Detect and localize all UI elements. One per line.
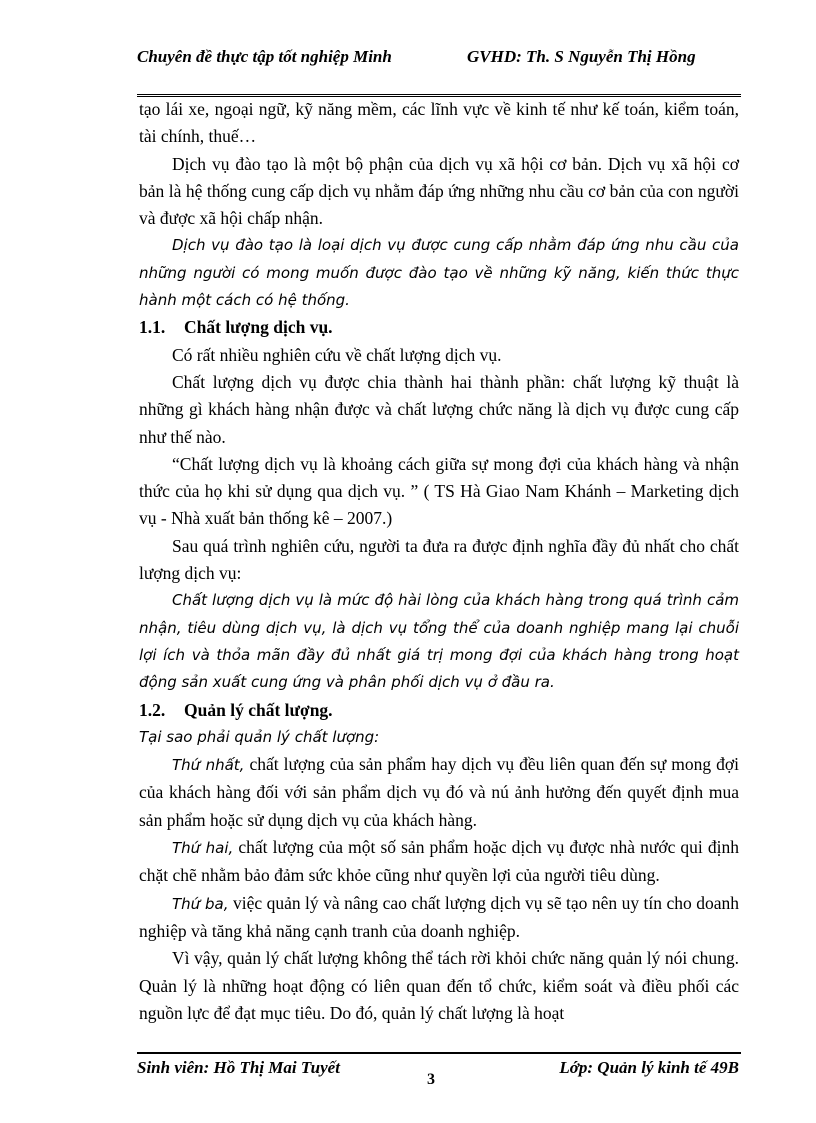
footer-student: Sinh viên: Hồ Thị Mai Tuyết bbox=[137, 1058, 340, 1077]
paragraph: Vì vậy, quản lý chất lượng không thể tách rời khỏi chức năng quản lý nói chung. Quản lý là những hoạt động có liên quan đến tổ chức, kiểm soát và điều phối các nguồn lực để đạt mục tiêu. Do đó, quản lý chất lượng là hoạt bbox=[139, 948, 739, 1023]
quote-paragraph: “Chất lượng dịch vụ là khoảng cách giữa sự mong đợi của khách hàng và nhận thức của họ khi sử dụng qua dịch vụ. ” ( TS Hà Giao Nam Khánh – Marketing dịch vụ - Nhà xuất bản thống kê – 2007.) bbox=[139, 453, 739, 529]
section-title: Quản lý chất lượng. bbox=[184, 699, 333, 720]
section-heading bbox=[139, 697, 739, 724]
paragraph: Dịch vụ đào tạo là một bộ phận của dịch vụ xã hội cơ bản. Dịch vụ xã hội cơ bản là hệ thống cung cấp dịch vụ nhằm đáp ứng những nhu cầu cơ bản của con người và được xã hội chấp nhận. bbox=[139, 153, 739, 229]
page-number: 3 bbox=[427, 1071, 435, 1088]
paragraph bbox=[139, 890, 739, 946]
question-line: Tại sao phải quản lý chất lượng: bbox=[139, 727, 380, 746]
paragraph: Có rất nhiều nghiên cứu về chất lượng dịch vụ. bbox=[172, 344, 502, 365]
paragraph: tạo lái xe, ngoại ngữ, kỹ năng mềm, các lĩnh vực về kinh tế như kế toán, kiểm toán, tài chính, thuế… bbox=[139, 99, 739, 147]
page-header bbox=[137, 46, 741, 92]
paragraph-lead: Thứ nhất, bbox=[172, 756, 245, 775]
paragraph: Sau quá trình nghiên cứu, người ta đưa ra được định nghĩa đầy đủ nhất cho chất lượng dịch vụ: bbox=[139, 535, 739, 584]
header-advisor: GVHD: Th. S Nguyễn Thị Hồng bbox=[467, 47, 696, 66]
paragraph-text: việc quản lý và nâng cao chất lượng dịch vụ sẽ tạo nên uy tín cho doanh nghiệp và tăng khả năng cạnh tranh của doanh nghiệp. bbox=[139, 892, 739, 941]
page-footer bbox=[137, 1057, 741, 1097]
section-number: 1.2. bbox=[139, 699, 166, 720]
section-title: Chất lượng dịch vụ. bbox=[184, 317, 333, 338]
paragraph-text: chất lượng của một số sản phẩm hoặc dịch vụ được nhà nước qui định chặt chẽ nhằm bảo đảm sức khỏe cũng như quyền lợi của người tiêu dùng. bbox=[139, 837, 739, 886]
document-body bbox=[139, 96, 739, 1027]
paragraph: Chất lượng dịch vụ được chia thành hai thành phần: chất lượng kỹ thuật là những gì khách hàng nhận được và chất lượng chức năng là dịch vụ được cung cấp như thế nào. bbox=[139, 371, 739, 447]
definition-paragraph: Chất lượng dịch vụ là mức độ hài lòng của khách hàng trong quá trình cảm nhận, tiêu dùng dịch vụ, là dịch vụ tổng thể của doanh nghiệp mang lại chuỗi lợi ích và thỏa mãn đầy đủ nhất giá trị mong đợi của khách hàng trong hoạt động sản xuất cung ứng và phân phối dịch vụ ở đầu ra. bbox=[139, 591, 739, 692]
paragraph-text: chất lượng của sản phẩm hay dịch vụ đều liên quan đến sự mong đợi của khách hàng đối với sản phẩm dịch vụ đó và nú ảnh hưởng đến quyết định mua sản phẩm hoặc sử dụng dịch vụ của khách hàng. bbox=[139, 754, 739, 830]
header-report-title: Chuyên đề thực tập tốt nghiệp Minh bbox=[137, 47, 392, 66]
section-heading bbox=[139, 314, 739, 341]
footer-divider bbox=[137, 1052, 741, 1054]
footer-class: Lớp: Quản lý kinh tế 49B bbox=[559, 1058, 739, 1077]
paragraph bbox=[139, 834, 739, 890]
paragraph bbox=[139, 751, 739, 834]
paragraph-lead: Thứ ba, bbox=[172, 894, 229, 913]
paragraph-lead: Thứ hai, bbox=[172, 839, 234, 858]
definition-paragraph: Dịch vụ đào tạo là loại dịch vụ được cung cấp nhằm đáp ứng nhu cầu của những người có mong muốn được đào tạo về những kỹ năng, kiến thức thực hành một cách có hệ thống. bbox=[139, 236, 739, 310]
section-number: 1.1. bbox=[139, 317, 166, 338]
